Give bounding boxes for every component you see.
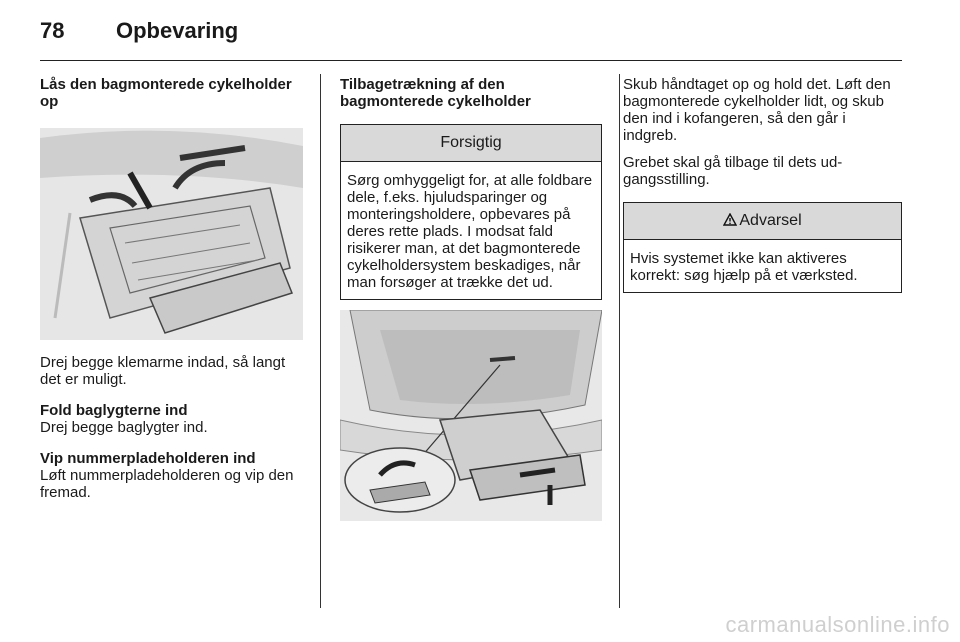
page-number: 78 bbox=[40, 18, 65, 43]
column-2 bbox=[340, 76, 602, 521]
page-header bbox=[40, 18, 238, 48]
heading-retract-bike-carrier: Tilbagetrækning af den bagmonterede cykelholder bbox=[340, 76, 531, 110]
watermark: carmanualsonline.info bbox=[725, 612, 950, 637]
instruction-text-1: Drej begge klemarme indad, så langt det er muligt. bbox=[40, 354, 286, 388]
warning-title-row bbox=[624, 203, 901, 240]
column-1 bbox=[40, 76, 303, 501]
section-title: Opbevaring bbox=[116, 18, 239, 43]
column-3 bbox=[623, 76, 902, 293]
instruction-text-4: Skub håndtaget op og hold det. Løft den bagmonterede cykelholder lidt, og skub den ind i kofangeren, så den går i indgreb. bbox=[623, 76, 891, 144]
heading-unlock-bike-carrier: Lås den bagmonterede cykelholder op bbox=[40, 76, 292, 110]
column-divider bbox=[320, 74, 321, 608]
column-divider bbox=[619, 74, 620, 608]
instruction-text-3: Løft nummerpladeholderen og vip den fremad. bbox=[40, 467, 294, 501]
warning-title: Advarsel bbox=[739, 212, 802, 229]
caution-box bbox=[340, 124, 602, 300]
warning-box bbox=[623, 202, 902, 293]
bike-carrier-retract-illustration bbox=[340, 310, 602, 521]
warning-text: Hvis systemet ikke kan aktiveres korrekt: søg hjælp på et værksted. bbox=[630, 250, 858, 284]
instruction-text-2: Drej begge baglygter ind. bbox=[40, 419, 208, 436]
caution-title: Forsigtig bbox=[341, 125, 601, 162]
instruction-text-5: Grebet skal gå tilbage til dets udgangsstilling. bbox=[623, 154, 843, 188]
warning-triangle-icon bbox=[723, 213, 737, 226]
header-rule bbox=[40, 60, 902, 61]
bike-carrier-unlock-illustration bbox=[40, 128, 303, 340]
heading-tilt-plate-holder: Vip nummerpladeholderen ind bbox=[40, 450, 256, 467]
caution-text: Sørg omhyggeligt for, at alle foldbare dele, f.eks. hjuludsparinger og monteringsholdere, opbevares på deres rette plads. I modsat fald risikerer man, at det bagmonterede cykelholdersystem beskadiges, når man forsøger at trække det ud. bbox=[347, 172, 593, 291]
heading-fold-taillights: Fold baglygterne ind bbox=[40, 402, 188, 419]
